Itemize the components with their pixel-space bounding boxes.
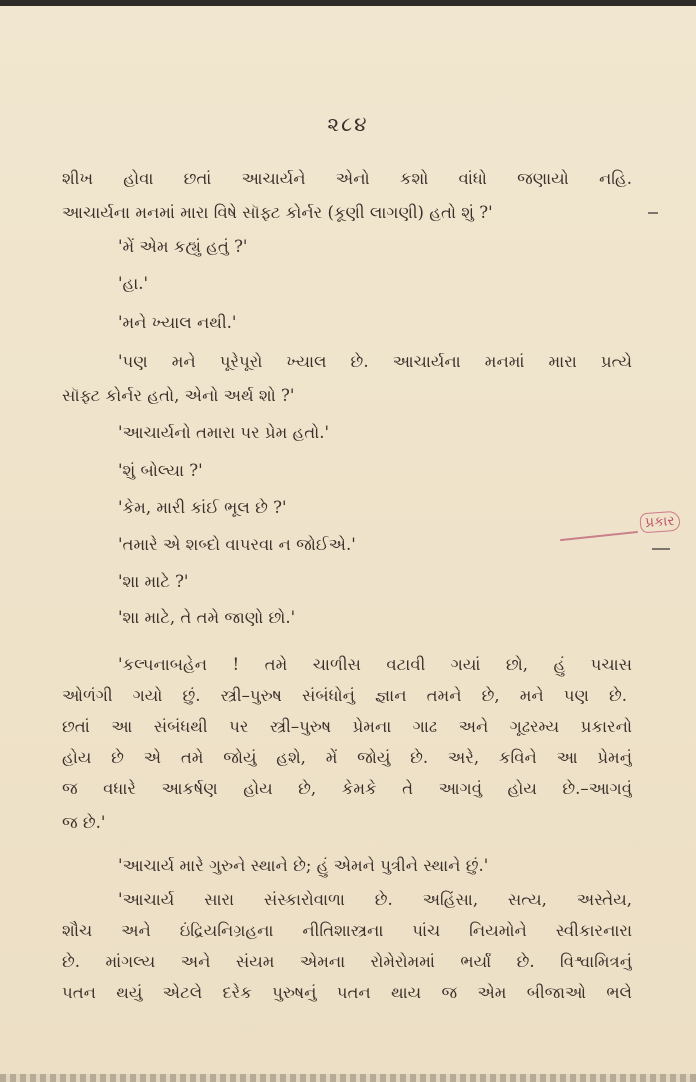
text-line: 'આચાર્ય મારે ગુરુને સ્થાને છે; હું એમને પુત્રીને સ્થાને છું.' [118,856,489,875]
text-line: ઓળંગી ગયો છું. સ્ત્રી–પુરુષ સંબંધોનું જ્ઞાન તમને છે, મને પણ છે. [62,686,627,705]
text-line: 'આચાર્ય સારા સંસ્કારોવાળા છે. અહિંસા, સત્ય, અસ્તેય, [118,890,632,909]
text-line: 'મને ખ્યાલ નથી.' [118,313,237,332]
page-bottom-edge [0,1074,696,1082]
text-line: છતાં આ સંબંધથી પર સ્ત્રી–પુરુષ પ્રેમના ગાઢ અને ગૂઢરમ્ય પ્રકારનો [62,717,632,736]
text-line: 'તમારે એ શબ્દો વાપરવા ન જોઈએ.' [118,535,356,554]
text-line: 'આચાર્યનો તમારા પર પ્રેમ હતો.' [118,423,330,442]
text-line: શૌચ અને ઇંદ્રિયનિગ્રહના નીતિશાસ્ત્રના પાંચ નિયમોને સ્વીકારનારા [62,921,632,940]
margin-tick-mark [652,548,670,550]
text-line: 'હા.' [118,274,149,293]
text-line: જ વધારે આકર્ષણ હોય છે, કેમકે તે આગવું હોય છે.–આગવું [62,779,632,798]
text-line: 'શું બોલ્યા ?' [118,461,203,480]
text-line: 'પણ મને પૂરેપૂરો ખ્યાલ છે. આચાર્યના મનમાં મારા પ્રત્યે [118,352,632,371]
text-line: છે. માંગલ્ય અને સંયમ એમના રોમેરોમમાં ભર્યાં છે. વિશ્વામિત્રનું [62,952,632,971]
text-line: આચાર્યના મનમાં મારા વિષે સૉફ્ટ કોર્નર (કૂણી લાગણી) હતો શું ?' [62,203,493,222]
margin-handwritten-note: પ્રકાર [639,511,680,534]
text-line: 'શા માટે, તે તમે જાણો છો.' [118,608,296,627]
text-line: જ છે.' [62,813,106,832]
margin-tick-mark [648,212,658,214]
text-line: પતન થયું એટલે દરેક પુરુષનું પતન થાય જ એમ બીજાઓ ભલે [62,983,632,1002]
page-number: ૨૮૪ [327,112,369,136]
text-line: 'મેં એમ કહ્યું હતું ?' [118,237,248,256]
page-top-edge [0,0,696,6]
text-line: હોય છે એ તમે જોયું હશે, મેં જોયું છે. અરે, કવિને આ પ્રેમનું [62,748,632,767]
text-line: શીખ હોવા છતાં આચાર્યને એનો કશો વાંધો જણાયો નહિ. [62,169,632,188]
text-line: 'કેમ, મારી કાંઈ ભૂલ છે ?' [118,498,287,517]
text-line: 'કલ્પનાબહેન ! તમે ચાળીસ વટાવી ગયાં છો, હું પચાસ [118,655,632,674]
text-line: સૉફ્ટ કોર્નર હતો, એનો અર્થ શો ?' [62,386,295,405]
text-line: 'શા માટે ?' [118,572,189,591]
